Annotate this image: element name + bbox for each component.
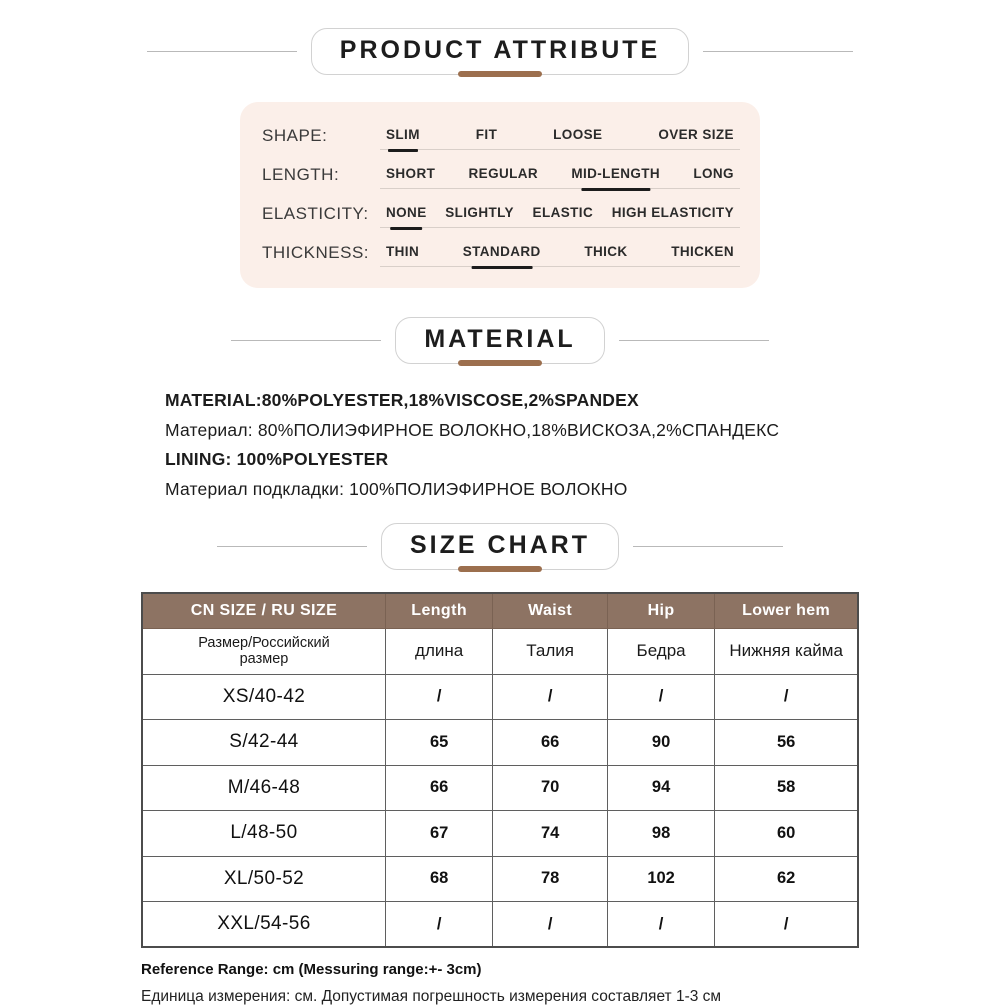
subheader-size (142, 628, 385, 674)
length-value: 66 (385, 765, 492, 811)
material-line-en: MATERIAL:80%POLYESTER,18%VISCOSE,2%SPANDEX (165, 390, 639, 410)
size-label: XL/50-52 (142, 856, 385, 902)
table-row-xl (142, 856, 858, 902)
size-label: M/46-48 (142, 765, 385, 811)
hip-value: 94 (607, 765, 714, 811)
waist-value: 70 (493, 765, 608, 811)
elasticity-option: HIGH ELASTICITY (611, 204, 734, 220)
length-value: 68 (385, 856, 492, 902)
hip-value: 102 (607, 856, 714, 902)
length-value: / (385, 674, 492, 720)
length-option: LONG (693, 165, 734, 181)
elasticity-label: ELASTICITY: (262, 203, 369, 223)
size-chart-title: SIZE CHART (410, 531, 590, 559)
size-label: S/42-44 (142, 720, 385, 766)
hip-value: 90 (607, 720, 714, 766)
page-title: PRODUCT ATTRIBUTE (339, 36, 661, 64)
shape-option: LOOSE (553, 126, 603, 142)
lower-hem-value: / (715, 674, 858, 720)
size-chart-title-box (381, 523, 619, 570)
length-option: SHORT (386, 165, 436, 181)
size-label: XS/40-42 (142, 674, 385, 720)
table-row-xxl (142, 902, 858, 948)
section-material-title (0, 317, 1000, 364)
waist-value: / (493, 902, 608, 948)
attribute-row-elasticity (262, 204, 740, 228)
thickness-option: STANDARD (462, 243, 541, 259)
hip-value: / (607, 902, 714, 948)
thickness-option: THICKEN (671, 243, 734, 259)
header-length: Length (385, 593, 492, 628)
table-row-s (142, 720, 858, 766)
reference-range-ru: Единица измерения: см. Допустимая погрешность измерения составляет 1-3 см (141, 988, 722, 1005)
table-header-row (142, 593, 858, 628)
length-option: REGULAR (468, 165, 539, 181)
elasticity-option: SLIGHTLY (445, 204, 514, 220)
shape-option: SLIM (386, 126, 420, 142)
shape-option: OVER SIZE (658, 126, 734, 142)
material-title-box (395, 317, 604, 364)
thickness-options (380, 244, 740, 267)
table-row-l (142, 811, 858, 857)
material-composition (140, 386, 860, 504)
attribute-row-length (262, 165, 740, 189)
title-side-line (619, 340, 769, 341)
thickness-label: THICKNESS: (262, 242, 370, 262)
elasticity-option: ELASTIC (532, 204, 594, 220)
header-hip: Hip (607, 593, 714, 628)
reference-range-en: Reference Range: cm (Messuring range:+- 3cm) (141, 961, 482, 978)
length-options (380, 166, 740, 189)
length-option: MID-LENGTH (571, 165, 661, 181)
lining-line-en: LINING: 100%POLYESTER (165, 449, 389, 469)
waist-value: 74 (493, 811, 608, 857)
elasticity-option: NONE (386, 204, 427, 220)
hip-value: 98 (607, 811, 714, 857)
lower-hem-value: 62 (715, 856, 858, 902)
thickness-option: THIN (386, 243, 420, 259)
measurement-notes (141, 961, 859, 1006)
section-size-chart-title (0, 523, 1000, 570)
thickness-option: THICK (584, 243, 628, 259)
subheader-length: длина (385, 628, 492, 674)
lower-hem-value: 60 (715, 811, 858, 857)
waist-value: 78 (493, 856, 608, 902)
waist-value: 66 (493, 720, 608, 766)
hip-value: / (607, 674, 714, 720)
title-side-line (217, 546, 367, 547)
attribute-panel (240, 102, 760, 288)
size-label: L/48-50 (142, 811, 385, 857)
elasticity-options (380, 205, 740, 228)
lower-hem-value: / (715, 902, 858, 948)
subheader-waist: Талия (493, 628, 608, 674)
length-value: 65 (385, 720, 492, 766)
title-accent-bar (458, 360, 542, 366)
shape-label: SHAPE: (262, 125, 328, 145)
lower-hem-value: 58 (715, 765, 858, 811)
table-row-m (142, 765, 858, 811)
material-line-ru: Материал: 80%ПОЛИЭФИРНОЕ ВОЛОКНО,18%ВИСКОЗА,2%СПАНДЕКС (165, 419, 780, 440)
header-lower-hem: Lower hem (715, 593, 858, 628)
title-side-line (147, 51, 297, 52)
table-subheader-row (142, 628, 858, 674)
header-cn-ru-size: CN SIZE / RU SIZE (142, 593, 385, 628)
subheader-hip: Бедра (607, 628, 714, 674)
product-attribute-title-box (311, 28, 689, 75)
attribute-row-shape (262, 126, 740, 150)
attribute-row-thickness (262, 243, 740, 267)
title-side-line (633, 546, 783, 547)
table-row-xs (142, 674, 858, 720)
header-waist: Waist (493, 593, 608, 628)
shape-options (380, 127, 740, 150)
size-chart-table (141, 592, 859, 948)
section-product-attribute-title (0, 28, 1000, 75)
waist-value: / (493, 674, 608, 720)
subheader-lower-hem: Нижняя кайма (715, 628, 858, 674)
length-value: 67 (385, 811, 492, 857)
subheader-size-text: Размер/Российский размер (198, 635, 330, 667)
shape-option: FIT (475, 126, 498, 142)
title-accent-bar (458, 566, 542, 572)
lower-hem-value: 56 (715, 720, 858, 766)
title-side-line (231, 340, 381, 341)
length-value: / (385, 902, 492, 948)
title-accent-bar (458, 71, 542, 77)
lining-line-ru: Материал подкладки: 100%ПОЛИЭФИРНОЕ ВОЛОКНО (165, 478, 628, 499)
size-label: XXL/54-56 (142, 902, 385, 948)
material-title: MATERIAL (424, 325, 576, 353)
title-side-line (703, 51, 853, 52)
length-label: LENGTH: (262, 164, 340, 184)
